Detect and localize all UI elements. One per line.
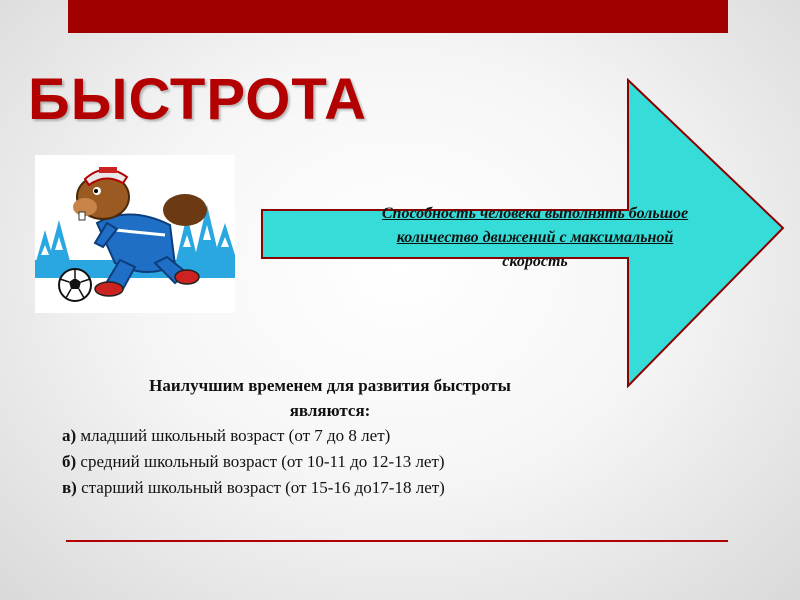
list-item	[62, 423, 622, 449]
definition-line-3: скорость	[502, 253, 568, 270]
list-item	[62, 449, 622, 475]
top-decorative-bar	[68, 0, 728, 33]
list-item	[62, 475, 622, 501]
beaver-mascot-icon	[35, 155, 235, 313]
list-marker: в)	[62, 478, 77, 497]
list-item-text: средний школьный возраст (от 10-11 до 12-13 лет)	[80, 452, 445, 471]
slide-title: БЫСТРОТА	[28, 67, 368, 132]
bottom-divider	[66, 540, 728, 542]
definition-line-1: Способность человека выполнять большое	[381, 205, 689, 222]
heading-line-1: Наилучшим временем для развития быстроты	[149, 376, 511, 395]
definition-text	[300, 202, 770, 274]
list-marker: а)	[62, 426, 77, 445]
heading-line-2: являются:	[289, 401, 371, 420]
list-marker: б)	[62, 452, 77, 471]
list-item-text: младший школьный возраст (от 7 до 8 лет)	[80, 426, 391, 445]
development-heading	[60, 373, 600, 423]
list-item-text: старший школьный возраст (от 15-16 до17-18 лет)	[81, 478, 445, 497]
definition-line-2: количество движений с максимальной	[396, 229, 674, 246]
soccer-ball-icon	[59, 269, 91, 301]
age-list	[62, 423, 622, 501]
